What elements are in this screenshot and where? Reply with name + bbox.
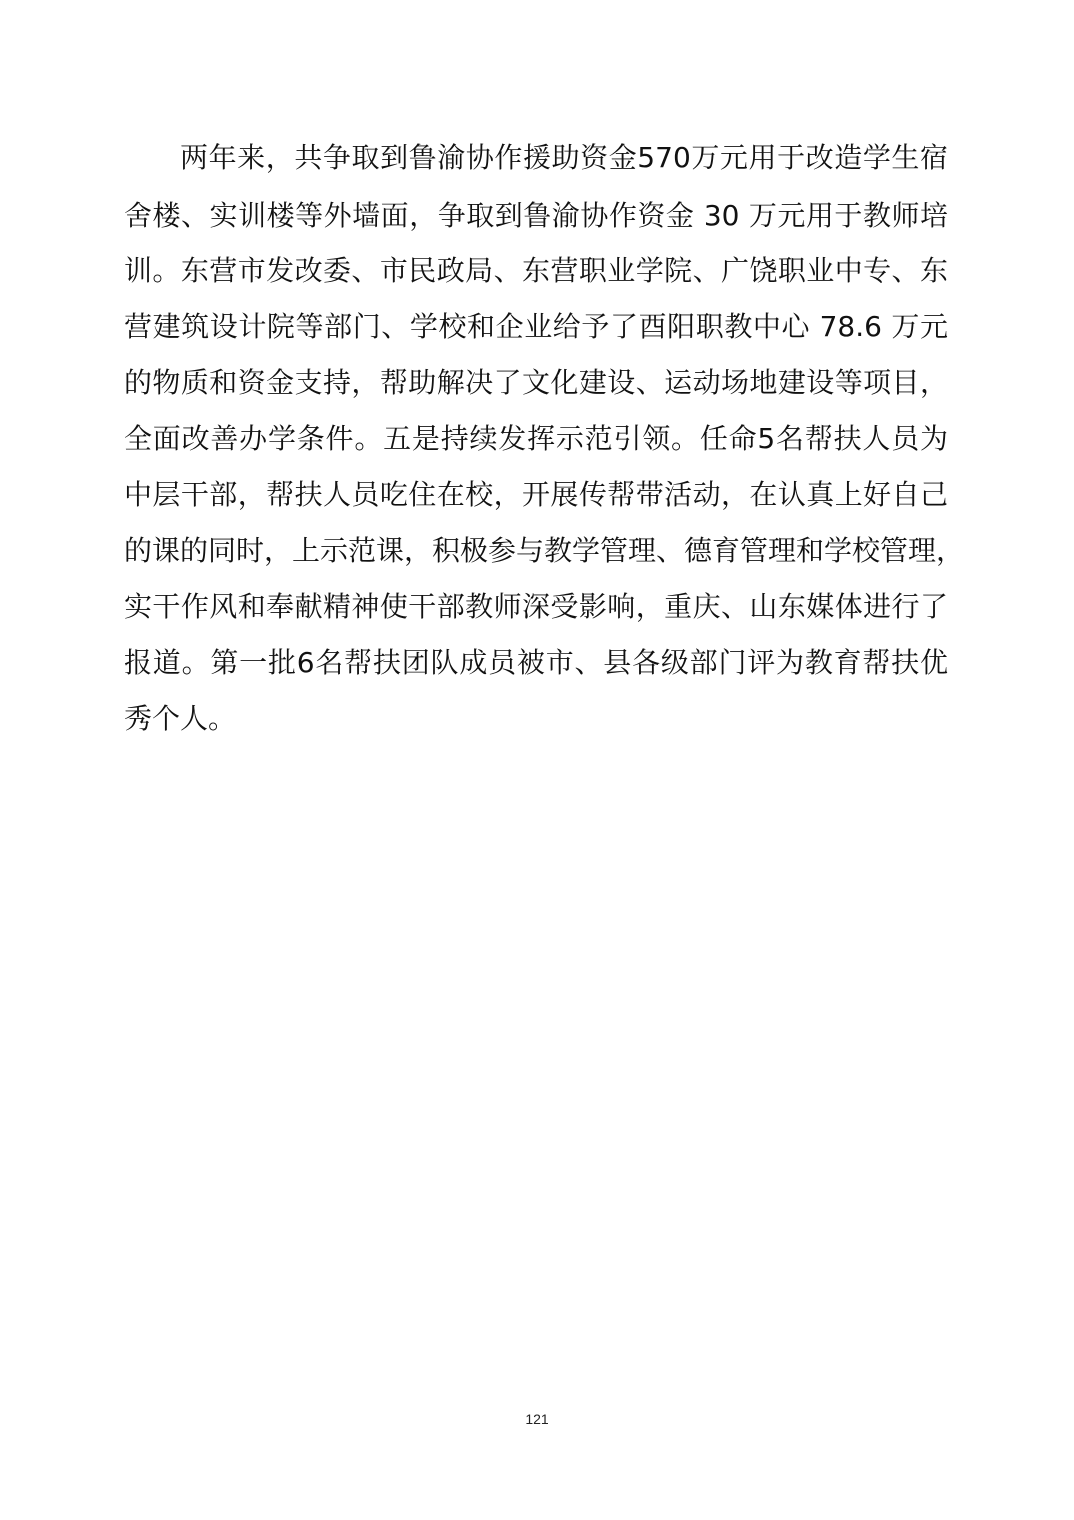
paragraph-line: 的课的同时，上示范课，积极参与教学管理、德育管理和学校管理， <box>124 534 965 567</box>
paragraph-line: 秀个人。 <box>124 702 237 735</box>
paragraph-line: 中层干部，帮扶人员吃住在校，开展传帮带活动，在认真上好自己 <box>124 478 948 511</box>
paragraph-line: 实干作风和奉献精神使干部教师深受影响，重庆、山东媒体进行了 <box>124 590 948 623</box>
paragraph-line: 舍楼、实训楼等外墙面，争取到鲁渝协作资金 30 万元用于教师培 <box>124 199 948 232</box>
paragraph-line: 的物质和资金支持，帮助解决了文化建设、运动场地建设等项目， <box>124 366 948 399</box>
paragraph-line: 营建筑设计院等部门、学校和企业给予了酉阳职教中心 78.6 万元 <box>124 310 948 343</box>
paragraph-line: 两年来，共争取到鲁渝协作援助资金570万元用于改造学生宿 <box>180 141 948 174</box>
paragraph-line: 报道。第一批6名帮扶团队成员被市、县各级部门评为教育帮扶优 <box>124 646 948 679</box>
paragraph-line: 全面改善办学条件。五是持续发挥示范引领。任命5名帮扶人员为 <box>124 422 948 455</box>
paragraph-line: 训。东营市发改委、市民政局、东营职业学院、广饶职业中专、东 <box>124 254 948 287</box>
page-number: 121 <box>525 1411 549 1427</box>
